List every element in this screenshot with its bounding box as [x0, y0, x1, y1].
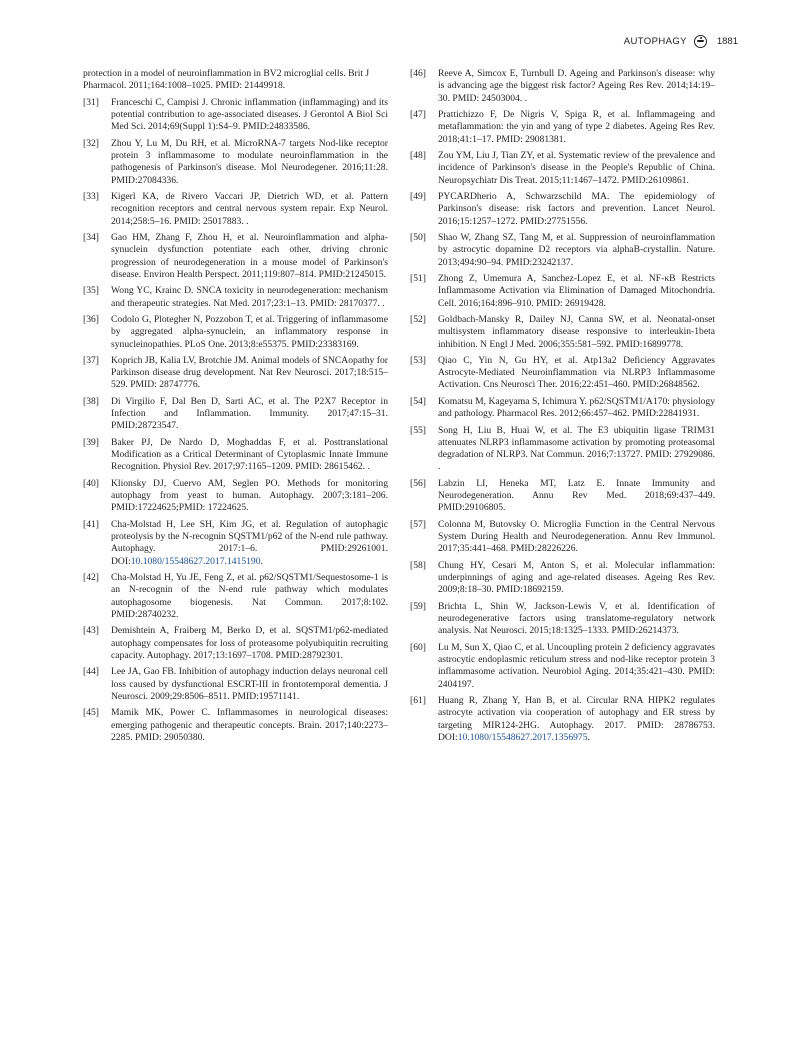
- reference-number: [57]: [410, 518, 426, 530]
- reference-number: [58]: [410, 559, 426, 571]
- reference-text: Wong YC, Krainc D. SNCA toxicity in neurodegeneration: mechanism and therapeutic strategies. Nat Med. 2017;23:1–13. PMID: 28170377. .: [111, 285, 388, 309]
- reference-text-tail: .: [587, 731, 590, 743]
- reference-item: [410, 232, 715, 269]
- reference-number: [53]: [410, 354, 426, 366]
- reference-text-tail: .: [260, 555, 263, 567]
- reference-item: [410, 314, 715, 351]
- reference-item: [410, 273, 715, 310]
- reference-number: [52]: [410, 313, 426, 325]
- reference-number: [42]: [83, 572, 99, 584]
- reference-item: [83, 572, 388, 621]
- reference-item: [83, 666, 388, 703]
- reference-text: Demishtein A, Fraiberg M, Berko D, et al. SQSTM1/p62-mediated autophagy compensates for loss of proteasome polyubiquitin recruiting capacity. Autophagy. 2017;13:1697–1708. PMID:28792301.: [111, 625, 388, 661]
- reference-text: Codolo G, Plotegher N, Pozzobon T, et al. Triggering of inflammasome by aggregated alpha-synuclein, an inflammatory response in synucleinopathies. PLoS One. 2013;8:e55375. PMID:23383169.: [111, 313, 388, 350]
- reference-text: Mamik MK, Power C. Inflammasomes in neurological diseases: emerging pathogenic and therapeutic concepts. Brain. 2017;140:2273–2285. PMID: 29050380.: [111, 707, 388, 743]
- page-number: 1881: [716, 35, 738, 47]
- reference-item: [410, 425, 715, 474]
- reference-item: [83, 355, 388, 392]
- reference-text: Shao W, Zhang SZ, Tang M, et al. Suppression of neuroinflammation by astrocytic dopamine D2 receptors via alphaB-crystallin. Nature. 2013;494:90–94. PMID:23242137.: [438, 231, 715, 268]
- doi-link[interactable]: 10.1080/15548627.2017.1415190: [130, 555, 261, 567]
- reference-item: [83, 232, 388, 281]
- reference-column-left: [83, 68, 388, 748]
- reference-text: Qiao C, Yin N, Gu HY, et al. Atp13a2 Deficiency Aggravates Astrocyte-Mediated Neuroinflammation via NLRP3 Inflammasome Activation. Cns Neurosci Ther. 2016;22:451–460. PMID:26848562.: [438, 354, 715, 391]
- reference-number: [60]: [410, 641, 426, 653]
- reference-item: [410, 601, 715, 638]
- reference-item: [410, 396, 715, 421]
- reference-number: [54]: [410, 395, 426, 407]
- reference-item: [410, 68, 715, 105]
- reference-item: [83, 478, 388, 515]
- reference-number: [37]: [83, 354, 99, 366]
- reference-text: Colonna M, Butovsky O. Microglia Function in the Central Nervous System During Health and Neurodegeneration. Annu Rev Immunol. 2017;35:441–468. PMID:28226226.: [438, 518, 715, 555]
- reference-text: PYCARDherio A, Schwarzschild MA. The epidemiology of Parkinson's disease: risk factors and prevention. Lancet Neurol. 2016;15:1257–1272. PMID:27751556.: [438, 190, 715, 227]
- reference-item: [83, 191, 388, 228]
- reference-text: Lee JA, Gao FB. Inhibition of autophagy induction delays neuronal cell loss caused by dysfunctional ESCRT-III in frontotemporal dementia. J Neurosci. 2009;29:8506–8511. PMID:19571141.: [111, 666, 388, 702]
- reference-text: Chung HY, Cesari M, Anton S, et al. Molecular inflammation: underpinnings of aging and age-related diseases. Ageing Res Rev. 2009;8:18–30. PMID:18692159.: [438, 559, 715, 596]
- reference-text: Song H, Liu B, Huai W, et al. The E3 ubiquitin ligase TRIM31 attenuates NLRP3 inflammasome activation by promoting proteasomal degradation of NLRP3. Nat Commun. 2016;7:13727. PMID: 27929086. .: [438, 424, 715, 473]
- reference-number: [44]: [83, 666, 99, 678]
- reference-text: Komatsu M, Kageyama S, Ichimura Y. p62/SQSTM1/A170: physiology and pathology. Pharmacol Res. 2012;66:457–462. PMID:22841931.: [438, 395, 715, 420]
- reference-continuation: protection in a model of neuroinflammation in BV2 microglial cells. Brit J Pharmacol. 2011;164:1008–1025. PMID: 21449918.: [83, 68, 370, 92]
- reference-item: [83, 138, 388, 187]
- reference-text: Zou YM, Liu J, Tian ZY, et al. Systematic review of the prevalence and incidence of Parkinson's disease in the People's Republic of China. Neuropsychiatr Dis Treat. 2015;11:1467–1472. PMID:26109861.: [438, 149, 715, 186]
- reference-item: [410, 355, 715, 392]
- reference-text: Labzin LI, Heneka MT, Latz E. Innate Immunity and Neurodegeneration. Annu Rev Med. 2018;69:437–449. PMID:29106805.: [438, 477, 715, 514]
- reference-number: [51]: [410, 272, 426, 284]
- reference-text: Zhong Z, Umemura A, Sanchez-Lopez E, et al. NF-κB Restricts Inflammasome Activation via Elimination of Damaged Mitochondria. Cell. 2016;164:896–910. PMID: 26919428.: [438, 272, 715, 309]
- reference-item: [83, 396, 388, 433]
- journal-name: AUTOPHAGY: [623, 35, 687, 47]
- reference-item: [83, 314, 388, 351]
- reference-number: [50]: [410, 231, 426, 243]
- reference-text: Cha-Molstad H, Yu JE, Feng Z, et al. p62/SQSTM1/Sequestosome-1 is an N-recognin of the N-end rule pathway which modulates autophagosome biogenesis. Nat Commun. 2017;8:102. PMID:28740232.: [111, 572, 388, 620]
- reference-text: Gao HM, Zhang F, Zhou H, et al. Neuroinflammation and alpha-synuclein dysfunction potentiate each other, driving chronic progression of neurodegeneration in a mouse model of Parkinson's disease. Environ Health Perspect. 2011;119:807–814. PMID:21245015.: [111, 231, 388, 280]
- reference-number: [46]: [410, 68, 426, 79]
- reference-item: [83, 519, 388, 568]
- reference-text: Baker PJ, De Nardo D, Moghaddas F, et al. Posttranslational Modification as a Critical Determinant of Cytoplasmic Innate Immune Recognition. Physiol Rev. 2017;97:1165–1209. PMID: 28615462. .: [111, 436, 388, 473]
- reference-number: [56]: [410, 477, 426, 489]
- reference-text: Koprich JB, Kalia LV, Brotchie JM. Animal models of SNCAopathy for Parkinson disease drug development. Nat Rev Neurosci. 2017;18:515–529. PMID: 28747776.: [111, 354, 388, 391]
- reference-item: [410, 191, 715, 228]
- reference-item: [410, 150, 715, 187]
- reference-item: [410, 519, 715, 556]
- reference-number: [47]: [410, 108, 426, 120]
- reference-number: [55]: [410, 424, 426, 436]
- reference-number: [31]: [83, 96, 99, 108]
- running-header: [624, 33, 738, 49]
- reference-text: Di Virgilio F, Dal Ben D, Sarti AC, et al. The P2X7 Receptor in Infection and Inflammation. Immunity. 2017;47:15–31. PMID:28723547.: [111, 395, 388, 432]
- reference-text: Cha-Molstad H, Lee SH, Kim JG, et al. Regulation of autophagic proteolysis by the N-recognin SQSTM1/p62 of the N-end rule pathway. Autophagy. 2017:1–6. PMID:29261001. DOI:: [111, 518, 388, 567]
- reference-number: [33]: [83, 190, 99, 202]
- reference-number: [59]: [410, 600, 426, 612]
- reference-number: [45]: [83, 707, 99, 719]
- reference-text: Huang R, Zhang Y, Han B, et al. Circular RNA HIPK2 regulates astrocyte activation via cooperation of autophagy and ER stress by targeting MIR124-2HG. Autophagy. 2017. PMID: 28786753. DOI:: [438, 695, 715, 743]
- reference-number: [34]: [83, 231, 99, 243]
- reference-item: [410, 642, 715, 691]
- reference-item: [410, 560, 715, 597]
- reference-item: [83, 437, 388, 474]
- reference-number: [49]: [410, 190, 426, 202]
- crossmark-icon[interactable]: [694, 35, 707, 48]
- reference-text: Zhou Y, Lu M, Du RH, et al. MicroRNA-7 targets Nod-like receptor protein 3 inflammasome to modulate neuroinflammation in the pathogenesis of Parkinson's disease. Mol Neurodegener. 2016;11:28. PMID:27084336.: [111, 137, 388, 186]
- reference-number: [35]: [83, 285, 99, 297]
- reference-item: [410, 695, 715, 744]
- reference-number: [38]: [83, 395, 99, 407]
- reference-number: [43]: [83, 625, 99, 637]
- reference-text: Lu M, Sun X, Qiao C, et al. Uncoupling protein 2 deficiency aggravates astrocytic endoplasmic reticulum stress and nod-like receptor protein 3 inflammasome activation. Neurobiol Aging. 2014;35:421–430. PMID: 2404197.: [438, 641, 715, 690]
- reference-text: Prattichizzo F, De Nigris V, Spiga R, et al. Inflammageing and metaflammation: the yin and yang of type 2 diabetes. Ageing Res Rev. 2018;41:1–17. PMID: 29081381.: [438, 108, 715, 145]
- reference-number: [61]: [410, 695, 426, 707]
- doi-link[interactable]: 10.1080/15548627.2017.1356975: [457, 731, 588, 743]
- reference-item: [83, 625, 388, 662]
- reference-number: [48]: [410, 149, 426, 161]
- reference-column-right: [410, 68, 715, 748]
- reference-item: [83, 97, 388, 134]
- reference-number: [39]: [83, 436, 99, 448]
- reference-text: Goldbach-Mansky R, Dailey NJ, Canna SW, et al. Neonatal-onset multisystem inflammatory disease responsive to interleukin-1beta inhibition. N Engl J Med. 2006;355:581–592. PMID:16899778.: [438, 313, 715, 350]
- reference-text: Brichta L, Shin W, Jackson-Lewis V, et al. Identification of neurodegenerative factors using translatome-regulatory network analysis. Nat Neurosci. 2015;18:1325–1333. PMID:26214373.: [438, 600, 715, 637]
- reference-item: [83, 285, 388, 310]
- reference-item: [83, 707, 388, 744]
- reference-number: [40]: [83, 477, 99, 489]
- reference-number: [32]: [83, 137, 99, 149]
- reference-item: [410, 109, 715, 146]
- reference-text: Franceschi C, Campisi J. Chronic inflammation (inflammaging) and its potential contribution to age-associated diseases. J Gerontol A Biol Sci Med Sci. 2014;69(Suppl 1):S4–9. PMID:24833586.: [111, 96, 388, 133]
- reference-text: Klionsky DJ, Cuervo AM, Seglen PO. Methods for monitoring autophagy from yeast to human. Autophagy. 2007;3:181–206. PMID:17224625;PMID: 17224625.: [111, 477, 388, 514]
- reference-item: [410, 478, 715, 515]
- reference-text: Reeve A, Simcox E, Turnbull D. Ageing and Parkinson's disease: why is advancing age the biggest risk factor? Ageing Res Rev. 2014;14:19–30. PMID: 24503004. .: [438, 68, 715, 104]
- reference-number: [41]: [83, 518, 99, 530]
- reference-number: [36]: [83, 313, 99, 325]
- reference-text: Kigerl KA, de Rivero Vaccari JP, Dietrich WD, et al. Pattern recognition receptors and central nervous system repair. Exp Neurol. 2014;258:5–16. PMID: 25017883. .: [111, 190, 388, 227]
